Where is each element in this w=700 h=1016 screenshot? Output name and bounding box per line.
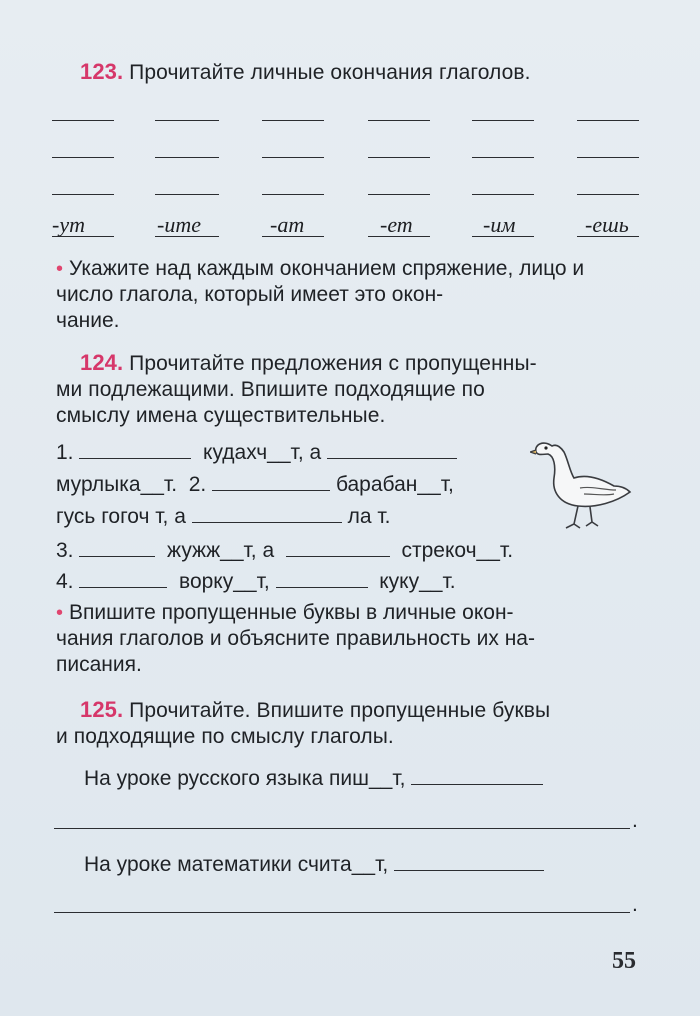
ending-et: -ет: [380, 212, 413, 237]
sentence-row-3: гусь гогоч т, а ла т.: [56, 505, 391, 528]
write-line[interactable]: [262, 120, 324, 121]
sentence-row-5: 4. ворку__т, куку__т.: [56, 570, 456, 593]
write-line[interactable]: [155, 120, 219, 121]
sentence-row-4: 3. жужж__т, а стрекоч__т.: [56, 539, 514, 562]
sentence-math-lesson: На уроке математики счита__т,: [84, 852, 544, 878]
ending-at: -ат: [270, 212, 305, 237]
write-line[interactable]: [368, 157, 430, 158]
answer-blank[interactable]: [286, 538, 390, 557]
answer-blank[interactable]: [79, 440, 191, 459]
write-line[interactable]: [262, 157, 324, 158]
write-line[interactable]: [472, 120, 534, 121]
write-line[interactable]: [577, 120, 639, 121]
exercise-123-number: 123.: [80, 59, 124, 84]
exercise-123-text: Прочитайте личные окончания глаголов.: [129, 61, 531, 84]
ending-im: -им: [483, 212, 516, 237]
answer-blank[interactable]: [192, 504, 342, 523]
write-line[interactable]: [54, 912, 630, 913]
write-line[interactable]: [52, 194, 114, 195]
ending-ite: -ите: [157, 212, 201, 237]
write-line[interactable]: [577, 157, 639, 158]
exercise-124-title: 124. Прочитайте предложения с пропущенны-: [80, 350, 537, 375]
bullet-icon: •: [56, 258, 64, 280]
sentence-end-dot: .: [632, 893, 638, 916]
page-number: 55: [612, 948, 636, 974]
write-line[interactable]: [368, 194, 430, 195]
exercise-125-title: 125. Прочитайте. Впишите пропущенные буквы: [80, 697, 551, 722]
answer-blank[interactable]: [79, 569, 167, 588]
exercise-124-number: 124.: [80, 350, 124, 375]
answer-blank[interactable]: [212, 472, 330, 491]
exercise-123-title: [80, 58, 531, 86]
write-line[interactable]: [368, 120, 430, 121]
sentence-russian-lesson: На уроке русского языка пиш__т,: [84, 766, 543, 792]
goose-illustration: [530, 432, 640, 532]
write-line[interactable]: [54, 828, 630, 829]
sentence-row-2: мурлыка__т. 2. барабан__т,: [56, 473, 454, 496]
write-line[interactable]: [155, 157, 219, 158]
bullet-icon: •: [56, 602, 64, 624]
exercise-124-title-line3: смыслу имена существительные.: [56, 404, 386, 427]
ending-esh: -ешь: [585, 212, 629, 237]
exercise-123-task: • Укажите над каждым окончанием спряжение, лицо и число глагола, который имеет это окон- чание.: [56, 257, 585, 332]
sentence-row-1: 1. кудахч__т, а: [56, 440, 457, 466]
answer-blank[interactable]: [79, 538, 155, 557]
write-line[interactable]: [577, 194, 639, 195]
write-line[interactable]: [262, 194, 324, 195]
write-line[interactable]: [472, 194, 534, 195]
answer-blank[interactable]: [394, 852, 544, 871]
write-line[interactable]: [52, 157, 114, 158]
write-line[interactable]: [52, 120, 114, 121]
exercise-124-task: • Впишите пропущенные буквы в личные окон- чания глаголов и объясните правильность их на- писания.: [56, 601, 535, 676]
answer-blank[interactable]: [411, 766, 543, 785]
exercise-124-title-line2: ми подлежащими. Впишите подходящие по: [56, 378, 485, 401]
ending-ut: -ут: [52, 212, 85, 237]
exercise-125-title-line2: и подходящие по смыслу глаголы.: [56, 725, 394, 748]
answer-blank[interactable]: [276, 569, 368, 588]
write-line[interactable]: [472, 157, 534, 158]
exercise-125-number: 125.: [80, 697, 124, 722]
answer-blank[interactable]: [327, 440, 457, 459]
write-line[interactable]: [155, 194, 219, 195]
sentence-end-dot: .: [632, 809, 638, 832]
